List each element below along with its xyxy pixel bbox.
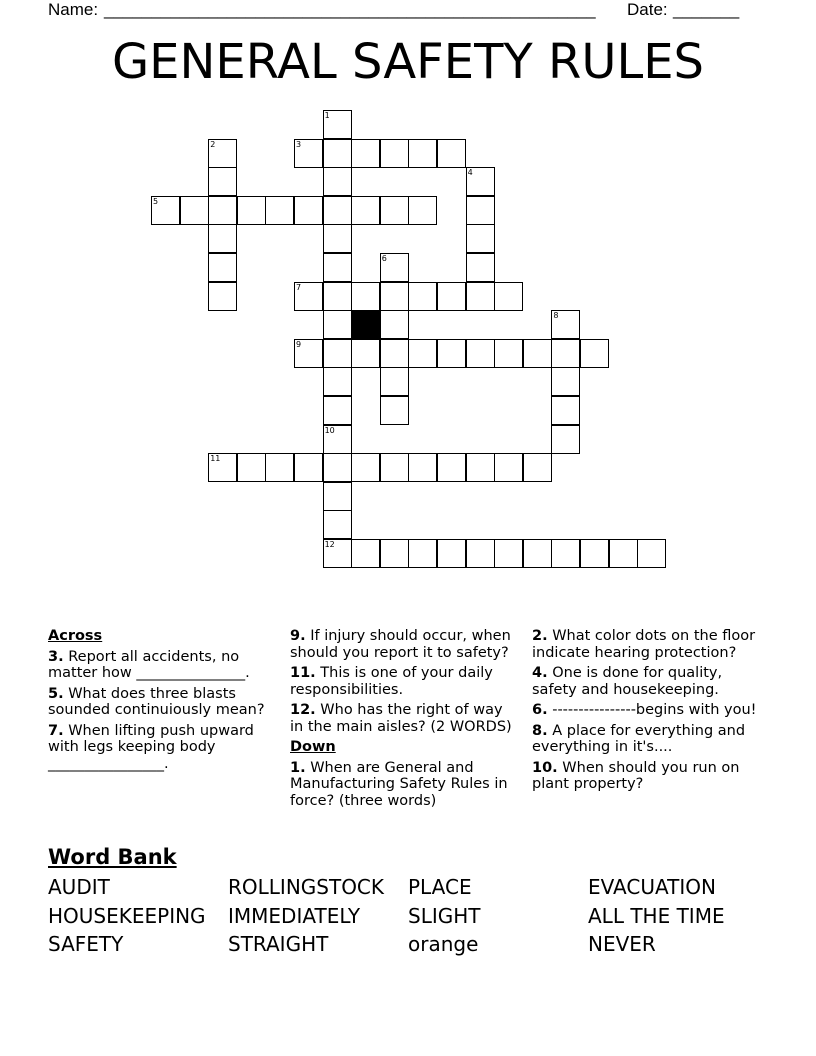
crossword-cell[interactable]	[380, 139, 409, 168]
crossword-cell[interactable]	[323, 110, 352, 139]
clue-across-12: 12. Who has the right of way in the main aisles? (2 WORDS)	[290, 702, 512, 735]
crossword-cell[interactable]	[523, 339, 552, 368]
crossword-cell[interactable]	[466, 224, 495, 253]
crossword-cell[interactable]	[351, 539, 380, 568]
word-bank-title: Word Bank	[48, 845, 177, 869]
crossword-cell[interactable]	[380, 196, 409, 225]
crossword-cell[interactable]	[265, 453, 294, 482]
clue-number: 5	[153, 196, 159, 206]
crossword-cell[interactable]	[494, 453, 523, 482]
clue-number: 8	[553, 311, 559, 321]
crossword-cell[interactable]	[408, 453, 437, 482]
crossword-cell[interactable]	[466, 339, 495, 368]
clue-number: 1	[324, 111, 330, 120]
crossword-cell[interactable]	[523, 453, 552, 482]
crossword-cell[interactable]	[151, 196, 180, 225]
word-bank-item: AUDIT	[48, 875, 110, 899]
crossword-cell[interactable]	[351, 339, 380, 368]
crossword-cell[interactable]	[323, 282, 352, 311]
crossword-cell[interactable]	[437, 282, 466, 311]
crossword-cell[interactable]	[208, 282, 237, 311]
crossword-cell[interactable]	[437, 139, 466, 168]
crossword-cell[interactable]	[466, 196, 495, 225]
crossword-cell[interactable]	[323, 224, 352, 253]
crossword-black-cell	[351, 310, 380, 339]
crossword-cell[interactable]	[323, 196, 352, 225]
crossword-cell[interactable]	[294, 453, 323, 482]
crossword-cell[interactable]	[208, 253, 237, 282]
clue-number: 10	[324, 425, 335, 435]
crossword-cell[interactable]	[351, 282, 380, 311]
crossword-cell[interactable]	[380, 539, 409, 568]
across-heading: Across	[48, 628, 103, 644]
crossword-cell[interactable]	[408, 139, 437, 168]
crossword-cell[interactable]	[323, 539, 352, 568]
crossword-cell[interactable]	[437, 453, 466, 482]
crossword-cell[interactable]	[294, 282, 323, 311]
clue-number: 7	[296, 282, 302, 292]
crossword-cell[interactable]	[265, 196, 294, 225]
word-bank-item: ROLLINGSTOCK	[228, 875, 385, 899]
crossword-cell[interactable]	[208, 224, 237, 253]
crossword-cell[interactable]	[494, 339, 523, 368]
crossword-cell[interactable]	[466, 253, 495, 282]
crossword-cell[interactable]	[408, 196, 437, 225]
word-bank-item: HOUSEKEEPING	[48, 904, 206, 928]
clue-across-7: 7. When lifting push upward with legs keeping body ________________.	[48, 722, 254, 772]
word-bank-item: NEVER	[588, 932, 656, 956]
crossword-cell[interactable]	[551, 396, 580, 425]
word-bank-item: SAFETY	[48, 932, 124, 956]
clue-number: 3	[296, 139, 302, 149]
clue-down-2: 2. What color dots on the floor indicate hearing protection?	[532, 628, 756, 661]
crossword-cell[interactable]	[551, 310, 580, 339]
crossword-cell[interactable]	[351, 196, 380, 225]
clues-column-3	[532, 628, 757, 797]
crossword-cell[interactable]	[323, 453, 352, 482]
crossword-cell[interactable]	[609, 539, 638, 568]
crossword-cell[interactable]	[380, 339, 409, 368]
crossword-cell[interactable]	[551, 539, 580, 568]
clue-down-6: 6. ----------------begins with you!	[532, 702, 757, 718]
crossword-cell[interactable]	[380, 453, 409, 482]
date-line: _______	[673, 0, 740, 19]
date-label: Date:	[627, 0, 668, 19]
crossword-cell[interactable]	[408, 539, 437, 568]
clue-down-10: 10. When should you run on plant property?	[532, 759, 740, 792]
clues-column-2	[290, 628, 518, 813]
crossword-cell[interactable]	[580, 539, 609, 568]
clue-number: 11	[210, 454, 221, 464]
clue-number: 2	[210, 139, 216, 149]
clue-number: 12	[324, 540, 335, 549]
crossword-cell[interactable]	[466, 539, 495, 568]
word-bank-item: orange	[408, 932, 479, 956]
crossword-cell[interactable]	[580, 339, 609, 368]
crossword-cell[interactable]	[494, 282, 523, 311]
name-line: ____________________________________________________	[104, 0, 596, 19]
crossword-cell[interactable]	[180, 196, 209, 225]
crossword-cell[interactable]	[208, 139, 237, 168]
crossword-cell[interactable]	[437, 339, 466, 368]
clue-number: 4	[467, 168, 473, 178]
clue-across-11: 11. This is one of your daily responsibilities.	[290, 665, 493, 698]
crossword-cell[interactable]	[380, 282, 409, 311]
word-bank-item: EVACUATION	[588, 875, 716, 899]
crossword-cell[interactable]	[466, 167, 495, 196]
crossword-cell[interactable]	[208, 453, 237, 482]
crossword-cell[interactable]	[551, 339, 580, 368]
crossword-cell[interactable]	[637, 539, 666, 568]
clue-across-5: 5. What does three blasts sounded continuiously mean?	[48, 685, 265, 718]
crossword-cell[interactable]	[323, 367, 352, 396]
crossword-cell[interactable]	[494, 539, 523, 568]
name-label: Name:	[48, 0, 99, 19]
crossword-cell[interactable]	[323, 510, 352, 539]
clue-across-9: 9. If injury should occur, when should you report it to safety?	[290, 628, 511, 661]
clue-down-8: 8. A place for everything and everything in it's....	[532, 722, 746, 755]
crossword-cell[interactable]	[351, 453, 380, 482]
crossword-cell[interactable]	[323, 425, 352, 454]
crossword-cell[interactable]	[208, 196, 237, 225]
crossword-cell[interactable]	[523, 539, 552, 568]
crossword-cell[interactable]	[323, 482, 352, 511]
crossword-cell[interactable]	[294, 339, 323, 368]
crossword-cell[interactable]	[380, 396, 409, 425]
crossword-cell[interactable]	[294, 139, 323, 168]
crossword-cell[interactable]	[208, 167, 237, 196]
crossword-cell[interactable]	[380, 367, 409, 396]
crossword-cell[interactable]	[351, 139, 380, 168]
word-bank-item: STRAIGHT	[228, 932, 329, 956]
crossword-cell[interactable]	[323, 339, 352, 368]
crossword-cell[interactable]	[551, 367, 580, 396]
clue-down-1: 1. When are General and Manufacturing Safety Rules in force? (three words)	[290, 759, 508, 809]
clue-across-3: 3. Report all accidents, no matter how _______________.	[48, 648, 250, 681]
crossword-cell[interactable]	[466, 453, 495, 482]
crossword-cell[interactable]	[294, 196, 323, 225]
crossword-cell[interactable]	[323, 139, 352, 168]
page-title: GENERAL SAFETY RULES	[111, 34, 705, 90]
crossword-cell[interactable]	[408, 339, 437, 368]
clue-number: 9	[296, 339, 302, 349]
word-bank-item: IMMEDIATELY	[228, 904, 361, 928]
crossword-cell[interactable]	[466, 282, 495, 311]
crossword-cell[interactable]	[323, 167, 352, 196]
crossword-cell[interactable]	[408, 282, 437, 311]
clue-down-4: 4. One is done for quality, safety and housekeeping.	[532, 665, 723, 698]
crossword-cell[interactable]	[323, 310, 352, 339]
crossword-cell[interactable]	[380, 310, 409, 339]
word-bank-item: PLACE	[408, 875, 472, 899]
crossword-cell[interactable]	[437, 539, 466, 568]
crossword-cell[interactable]	[237, 453, 266, 482]
crossword-cell[interactable]	[323, 253, 352, 282]
clues-column-1	[48, 628, 273, 776]
crossword-cell[interactable]	[237, 196, 266, 225]
word-bank-item: SLIGHT	[408, 904, 481, 928]
down-heading: Down	[290, 739, 336, 755]
crossword-cell[interactable]	[551, 425, 580, 454]
word-bank-item: ALL THE TIME	[588, 904, 725, 928]
clue-number: 6	[381, 254, 387, 263]
crossword-cell[interactable]	[380, 253, 409, 282]
crossword-cell[interactable]	[323, 396, 352, 425]
